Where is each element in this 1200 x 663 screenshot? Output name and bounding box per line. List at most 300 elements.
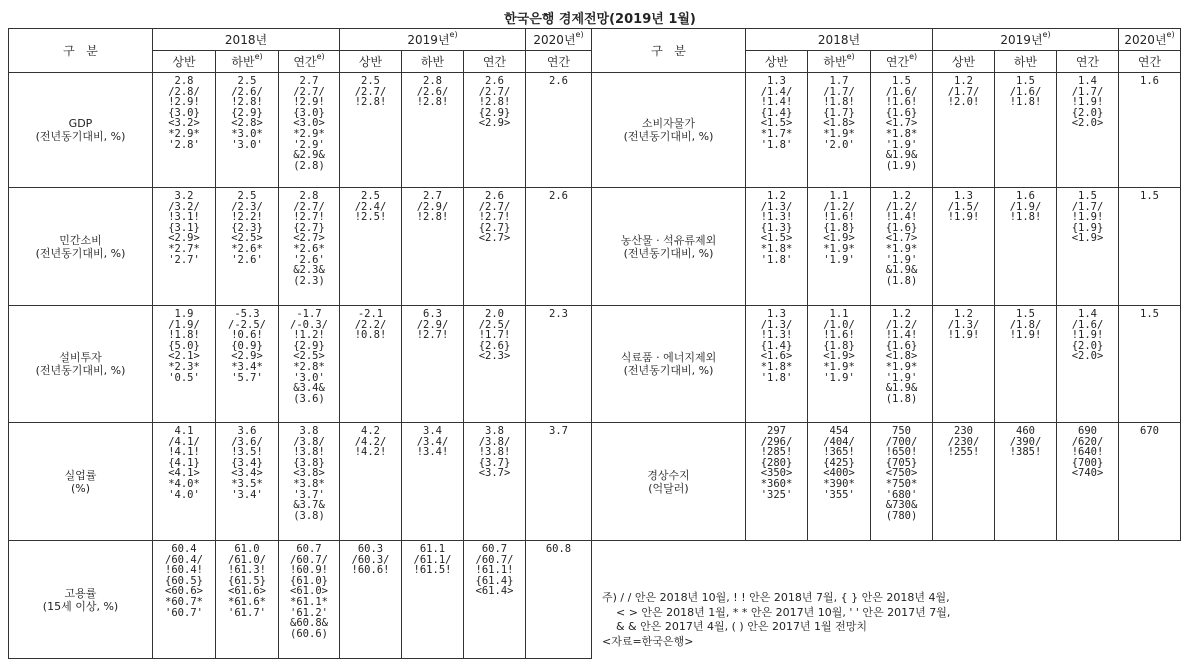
previous-forecast: '2.6' [231, 253, 263, 266]
previous-forecast: <61.4> [475, 585, 514, 598]
previous-forecast: '1.8' [760, 371, 793, 384]
previous-forecast: &1.9& [885, 382, 918, 395]
previous-forecast: /2.6/ [416, 85, 449, 98]
value-cell [153, 306, 216, 423]
previous-forecast: !0.8! [354, 329, 387, 342]
value-cell [808, 188, 871, 306]
previous-forecast: /2.3/ [231, 200, 263, 213]
value-cell [933, 306, 995, 423]
previous-forecast: !1.9! [1009, 329, 1042, 342]
previous-forecast: /1.9/ [168, 318, 200, 331]
current-forecast: 2.6 [485, 75, 504, 87]
previous-forecast: {3.7} [478, 456, 511, 469]
previous-forecast: <1.5> [760, 232, 793, 245]
previous-forecast: !2.7! [416, 329, 449, 342]
previous-forecast: *3.0* [231, 127, 263, 140]
current-forecast: 1.2 [892, 308, 911, 320]
row-label [592, 73, 746, 188]
previous-forecast: /2.4/ [354, 200, 387, 213]
previous-forecast: !2.7! [478, 211, 511, 224]
current-forecast: 60.4 [171, 543, 197, 555]
value-cell [933, 188, 995, 306]
previous-forecast: !61.3! [228, 564, 266, 577]
previous-forecast: /1.2/ [885, 318, 918, 331]
previous-forecast: '4.0' [168, 488, 200, 501]
previous-forecast: <3.7> [478, 467, 511, 480]
current-forecast: 670 [1140, 425, 1159, 437]
previous-forecast: *2.8* [293, 360, 325, 373]
current-forecast: 2.0 [485, 308, 504, 320]
current-forecast: 2.7 [299, 75, 319, 87]
previous-forecast: (60.6) [290, 627, 328, 640]
previous-forecast: /1.7/ [823, 85, 855, 98]
previous-forecast: !2.2! [231, 211, 263, 224]
previous-forecast: &1.9& [885, 149, 918, 162]
year-2020-header: 2020년$^{e)}$ [526, 29, 592, 51]
current-forecast: 61.1 [419, 543, 446, 555]
previous-forecast: !1.4! [760, 96, 793, 109]
value-cell [153, 73, 216, 188]
current-forecast: 1.1 [829, 190, 849, 202]
previous-forecast: !3.5! [231, 446, 263, 459]
previous-forecast: <1.5> [760, 117, 793, 130]
previous-forecast: /3.8/ [478, 435, 511, 448]
previous-forecast: '3.0' [293, 371, 325, 384]
value-cell [871, 73, 933, 188]
indicator-name: 소비자물가 [641, 117, 696, 130]
previous-forecast: '61.2' [290, 606, 328, 619]
current-forecast: 1.2 [954, 308, 973, 320]
value-cell [995, 188, 1057, 306]
current-forecast: -1.7 [296, 308, 322, 320]
value-cell [464, 541, 526, 659]
previous-forecast: {425} [823, 456, 855, 469]
previous-forecast: {280} [760, 456, 793, 469]
previous-forecast: {1.9} [1071, 221, 1104, 234]
previous-forecast: {1.6} [885, 106, 918, 119]
previous-forecast: *2.9* [293, 127, 325, 140]
previous-forecast: {3.1} [168, 221, 200, 234]
previous-forecast: !2.8! [231, 96, 263, 109]
value-cell [871, 423, 933, 541]
previous-forecast: {60.5} [165, 574, 203, 587]
previous-forecast: !1.9! [1071, 211, 1104, 224]
previous-forecast: &3.7& [293, 499, 325, 512]
previous-forecast: /4.2/ [354, 435, 387, 448]
previous-forecast: /1.3/ [760, 200, 793, 213]
value-cell [1119, 188, 1181, 306]
row-label [592, 188, 746, 306]
row-label [592, 306, 746, 423]
value-cell [402, 423, 464, 541]
value-cell [871, 306, 933, 423]
previous-forecast: /620/ [1071, 435, 1104, 448]
previous-forecast: {0.9} [231, 339, 263, 352]
page-title: 한국은행 경제전망(2019년 1월) [504, 12, 696, 27]
previous-forecast: '1.9' [823, 371, 855, 384]
indicator-unit: (전년동기대비, %) [35, 130, 126, 143]
previous-forecast: &3.4& [293, 382, 325, 395]
indicator-unit: (전년동기대비, %) [623, 364, 714, 377]
previous-forecast: <2.7> [478, 232, 511, 245]
current-forecast: 750 [892, 425, 911, 437]
previous-forecast: '3.7' [293, 488, 325, 501]
col-2018-h1: 상반 [153, 51, 216, 73]
previous-forecast: <1.9> [823, 232, 855, 245]
previous-forecast: <1.7> [885, 232, 918, 245]
previous-forecast: !3.1! [168, 211, 200, 224]
previous-forecast: <2.9> [231, 350, 263, 363]
previous-forecast: '325' [760, 488, 793, 501]
previous-forecast: /1.4/ [760, 85, 793, 98]
table-row [9, 423, 592, 541]
previous-forecast: {1.8} [823, 221, 855, 234]
previous-forecast: (780) [885, 509, 918, 522]
value-cell [995, 73, 1057, 188]
previous-forecast: <3.0> [293, 117, 325, 130]
year-2018-header: 2018년 [153, 29, 340, 51]
previous-forecast: /4.1/ [168, 435, 200, 448]
previous-forecast: !1.8! [168, 329, 200, 342]
value-cell [464, 306, 526, 423]
previous-forecast: *1.8* [760, 242, 793, 255]
previous-forecast: <350> [760, 467, 793, 480]
previous-forecast: !1.3! [760, 329, 793, 342]
previous-forecast: *2.7* [168, 242, 200, 255]
current-forecast: 1.2 [892, 190, 911, 202]
previous-forecast: !2.0! [947, 96, 980, 109]
previous-forecast: {2.9} [293, 339, 325, 352]
previous-forecast: &730& [885, 499, 918, 512]
current-forecast: 460 [1016, 425, 1035, 437]
previous-forecast: /1.8/ [1009, 318, 1042, 331]
previous-forecast: <740> [1071, 467, 1104, 480]
value-cell [1119, 423, 1181, 541]
current-forecast: 61.0 [234, 543, 260, 555]
previous-forecast: <61.6> [228, 585, 266, 598]
current-forecast: 2.7 [423, 190, 442, 202]
indicator-name: 농산물 · 석유류제외 [620, 233, 717, 247]
value-cell [153, 188, 216, 306]
previous-forecast: <2.9> [168, 232, 200, 245]
previous-forecast: {1.3} [760, 221, 793, 234]
previous-forecast: &60.8& [290, 617, 328, 630]
current-forecast: 2.8 [174, 75, 194, 87]
previous-forecast: !3.8! [293, 446, 325, 459]
current-forecast: 60.3 [357, 543, 384, 555]
value-cell [995, 423, 1057, 541]
current-forecast: 3.7 [549, 425, 568, 437]
value-cell [216, 423, 279, 541]
previous-forecast: '2.9' [293, 138, 325, 151]
previous-forecast: '2.8' [168, 138, 200, 151]
col-2019-h1: 상반 [933, 51, 995, 73]
value-cell [216, 306, 279, 423]
previous-forecast: /2.5/ [478, 318, 511, 331]
previous-forecast: !60.9! [290, 564, 328, 577]
previous-forecast: <1.9> [1071, 232, 1104, 245]
previous-forecast: !3.4! [416, 446, 449, 459]
value-cell [746, 423, 808, 541]
indicator-name: 실업률 [64, 468, 97, 482]
value-cell [1057, 423, 1119, 541]
previous-forecast: /2.7/ [478, 200, 511, 213]
current-forecast: -5.3 [234, 308, 260, 320]
previous-forecast: *3.4* [231, 360, 263, 373]
previous-forecast: &1.9& [885, 264, 918, 277]
current-forecast: 2.5 [237, 190, 257, 202]
previous-forecast: /3.8/ [293, 435, 325, 448]
table-row [592, 423, 1181, 541]
previous-forecast: <1.8> [885, 350, 918, 363]
previous-forecast: {1.7} [823, 106, 855, 119]
previous-forecast: '1.9' [885, 371, 918, 384]
previous-forecast: <3.8> [293, 467, 325, 480]
current-forecast: 1.2 [767, 190, 786, 202]
previous-forecast: !1.8! [823, 96, 855, 109]
previous-forecast: !2.9! [168, 96, 200, 109]
current-forecast: 1.3 [954, 190, 973, 202]
value-cell [279, 306, 340, 423]
previous-forecast: *1.9* [823, 360, 855, 373]
previous-forecast: '1.9' [823, 253, 855, 266]
previous-forecast: /3.2/ [168, 200, 200, 213]
previous-forecast: !1.7! [478, 329, 511, 342]
col-2019-annual: 연간 [1057, 51, 1119, 73]
col-2019-h2: 하반 [402, 51, 464, 73]
previous-forecast: (1.8) [885, 274, 918, 287]
indicator-unit: (억달러) [648, 481, 689, 495]
previous-forecast: '2.0' [823, 138, 855, 151]
previous-forecast: !1.9! [947, 329, 980, 342]
value-cell [746, 306, 808, 423]
current-forecast: 1.1 [829, 308, 849, 320]
previous-forecast: !60.6! [351, 564, 390, 577]
previous-forecast: <2.7> [293, 232, 325, 245]
previous-forecast: *2.6* [231, 242, 263, 255]
previous-forecast: {2.6} [478, 339, 511, 352]
previous-forecast: /1.5/ [947, 200, 980, 213]
current-forecast: 2.5 [237, 75, 257, 87]
previous-forecast: &2.3& [293, 264, 325, 277]
previous-forecast: *3.8* [293, 477, 325, 490]
previous-forecast: !1.2! [293, 329, 325, 342]
value-cell [933, 73, 995, 188]
previous-forecast: /-2.5/ [228, 318, 266, 331]
col-2018-annual: 연간$^{e)}$ [279, 51, 340, 73]
previous-forecast: !1.9! [1071, 329, 1104, 342]
previous-forecast: /1.6/ [1009, 85, 1042, 98]
year-2019-header: 2019년$^{e)}$ [933, 29, 1119, 51]
previous-forecast: /1.3/ [760, 318, 793, 331]
previous-forecast: <1.6> [760, 350, 793, 363]
previous-forecast: <2.5> [231, 232, 263, 245]
previous-forecast: (2.3) [293, 274, 325, 287]
previous-forecast: /2.6/ [231, 85, 263, 98]
value-cell [402, 541, 464, 659]
current-forecast: 1.6 [1016, 190, 1035, 202]
indicator-unit: (전년동기대비, %) [623, 130, 714, 143]
previous-forecast: !2.8! [416, 96, 449, 109]
previous-forecast: {2.9} [231, 106, 263, 119]
previous-forecast: <1.7> [885, 117, 918, 130]
value-cell [279, 188, 340, 306]
row-label [592, 423, 746, 541]
previous-forecast: *2.6* [293, 242, 325, 255]
row-label [9, 188, 153, 306]
indicator-unit: (%) [70, 481, 91, 495]
previous-forecast: '5.7' [231, 371, 263, 384]
previous-forecast: /61.1/ [413, 553, 452, 566]
previous-forecast: '3.0' [231, 138, 263, 151]
previous-forecast: {61.5} [228, 574, 266, 587]
previous-forecast: *61.6* [228, 595, 266, 608]
indicator-unit: (전년동기대비, %) [623, 246, 714, 260]
value-cell [995, 306, 1057, 423]
previous-forecast: '1.8' [760, 253, 793, 266]
previous-forecast: (3.6) [293, 392, 325, 405]
value-cell [340, 188, 402, 306]
previous-forecast: /2.9/ [416, 318, 449, 331]
previous-forecast: '2.7' [168, 253, 200, 266]
value-cell [340, 423, 402, 541]
previous-forecast: !365! [823, 446, 855, 459]
indicator-name: 민간소비 [59, 233, 102, 247]
current-forecast: 6.3 [423, 308, 442, 320]
current-forecast: 2.5 [361, 75, 380, 87]
col-2019-annual: 연간 [464, 51, 526, 73]
previous-forecast: {4.1} [168, 456, 200, 469]
previous-forecast: !2.9! [293, 96, 325, 109]
previous-forecast: !2.8! [354, 96, 387, 109]
value-cell [808, 73, 871, 188]
previous-forecast: <2.3> [478, 350, 511, 363]
previous-forecast: /2.9/ [416, 200, 449, 213]
previous-forecast: /230/ [947, 435, 980, 448]
previous-forecast: /-0.3/ [290, 318, 328, 331]
previous-forecast: '2.6' [293, 253, 325, 266]
value-cell [871, 188, 933, 306]
previous-forecast: {1.6} [885, 339, 918, 352]
previous-forecast: '60.7' [165, 606, 203, 619]
indicator-name: 식료품 · 에너지제외 [620, 351, 717, 364]
value-cell [464, 73, 526, 188]
previous-forecast: *3.5* [231, 477, 263, 490]
previous-forecast: /2.7/ [293, 85, 325, 98]
current-forecast: 1.7 [829, 75, 849, 87]
value-cell [216, 541, 279, 659]
previous-forecast: !2.7! [293, 211, 325, 224]
previous-forecast: *360* [760, 477, 793, 490]
previous-forecast: /60.4/ [165, 553, 203, 566]
previous-forecast: /61.0/ [228, 553, 266, 566]
previous-forecast: {2.3} [231, 221, 263, 234]
previous-forecast: '680' [885, 488, 918, 501]
previous-forecast: <750> [885, 467, 918, 480]
previous-forecast: (2.8) [293, 159, 325, 172]
value-cell [340, 73, 402, 188]
value-cell [1119, 306, 1181, 423]
previous-forecast: <4.1> [168, 467, 200, 480]
current-forecast: 4.1 [174, 425, 194, 437]
year-2019-header: 2019년$^{e)}$ [340, 29, 526, 51]
current-forecast: 2.8 [423, 75, 442, 87]
previous-forecast: !1.8! [1009, 96, 1042, 109]
previous-forecast: <3.2> [168, 117, 200, 130]
footnote-line-1: 주) / / 안은 2018년 10월, ! ! 안은 2018년 7월, { } 안은 2018년 4월, [602, 591, 950, 604]
indicator-name: GDP [68, 117, 93, 130]
previous-forecast: *60.7* [165, 595, 203, 608]
current-forecast: 60.7 [481, 543, 508, 555]
previous-forecast: !4.1! [168, 446, 200, 459]
current-forecast: 2.8 [299, 190, 319, 202]
previous-forecast: <2.9> [478, 117, 511, 130]
category-header: 구 분 [9, 29, 153, 73]
current-forecast: 2.6 [485, 190, 504, 202]
previous-forecast: !385! [1009, 446, 1042, 459]
previous-forecast: /2.2/ [354, 318, 387, 331]
previous-forecast: !1.9! [947, 211, 980, 224]
previous-forecast: !1.3! [760, 211, 793, 224]
current-forecast: 1.5 [1016, 75, 1035, 87]
footnotes [602, 591, 950, 649]
value-cell [464, 423, 526, 541]
previous-forecast: !1.4! [885, 211, 918, 224]
current-forecast: 230 [954, 425, 973, 437]
previous-forecast: !650! [885, 446, 918, 459]
row-label [9, 306, 153, 423]
category-header: 구 분 [592, 29, 746, 73]
previous-forecast: (1.8) [885, 392, 918, 405]
previous-forecast: /404/ [823, 435, 855, 448]
previous-forecast: /1.2/ [823, 200, 855, 213]
value-cell [526, 188, 592, 306]
col-2018-h2: 하반$^{e)}$ [216, 51, 279, 73]
previous-forecast: *1.8* [885, 127, 918, 140]
previous-forecast: <2.0> [1071, 350, 1104, 363]
previous-forecast: /1.3/ [947, 318, 980, 331]
previous-forecast: {61.0} [290, 574, 328, 587]
table-row [592, 306, 1181, 423]
year-2020-header: 2020년$^{e)}$ [1119, 29, 1181, 51]
previous-forecast: *1.9* [823, 127, 855, 140]
previous-forecast: {2.7} [293, 221, 325, 234]
current-forecast: 3.2 [174, 190, 194, 202]
previous-forecast: !2.8! [416, 211, 449, 224]
previous-forecast: !61.5! [413, 564, 452, 577]
previous-forecast: *1.7* [760, 127, 793, 140]
previous-forecast: /390/ [1009, 435, 1042, 448]
previous-forecast: !1.6! [823, 211, 855, 224]
col-2019-h1: 상반 [340, 51, 402, 73]
table-row [592, 188, 1181, 306]
previous-forecast: /60.7/ [475, 553, 514, 566]
value-cell [340, 306, 402, 423]
source-note: <자료=한국은행> [602, 634, 694, 648]
indicator-unit: (전년동기대비, %) [35, 246, 126, 260]
right-forecast-table [591, 28, 1181, 541]
row-label [9, 541, 153, 659]
col-2018-h2: 하반$^{e)}$ [808, 51, 871, 73]
previous-forecast: /3.4/ [416, 435, 449, 448]
current-forecast: 297 [767, 425, 786, 437]
previous-forecast: /2.7/ [293, 200, 325, 213]
value-cell [526, 541, 592, 659]
previous-forecast: /60.7/ [290, 553, 328, 566]
previous-forecast: <400> [823, 467, 855, 480]
current-forecast: 2.5 [361, 190, 380, 202]
value-cell [1057, 73, 1119, 188]
